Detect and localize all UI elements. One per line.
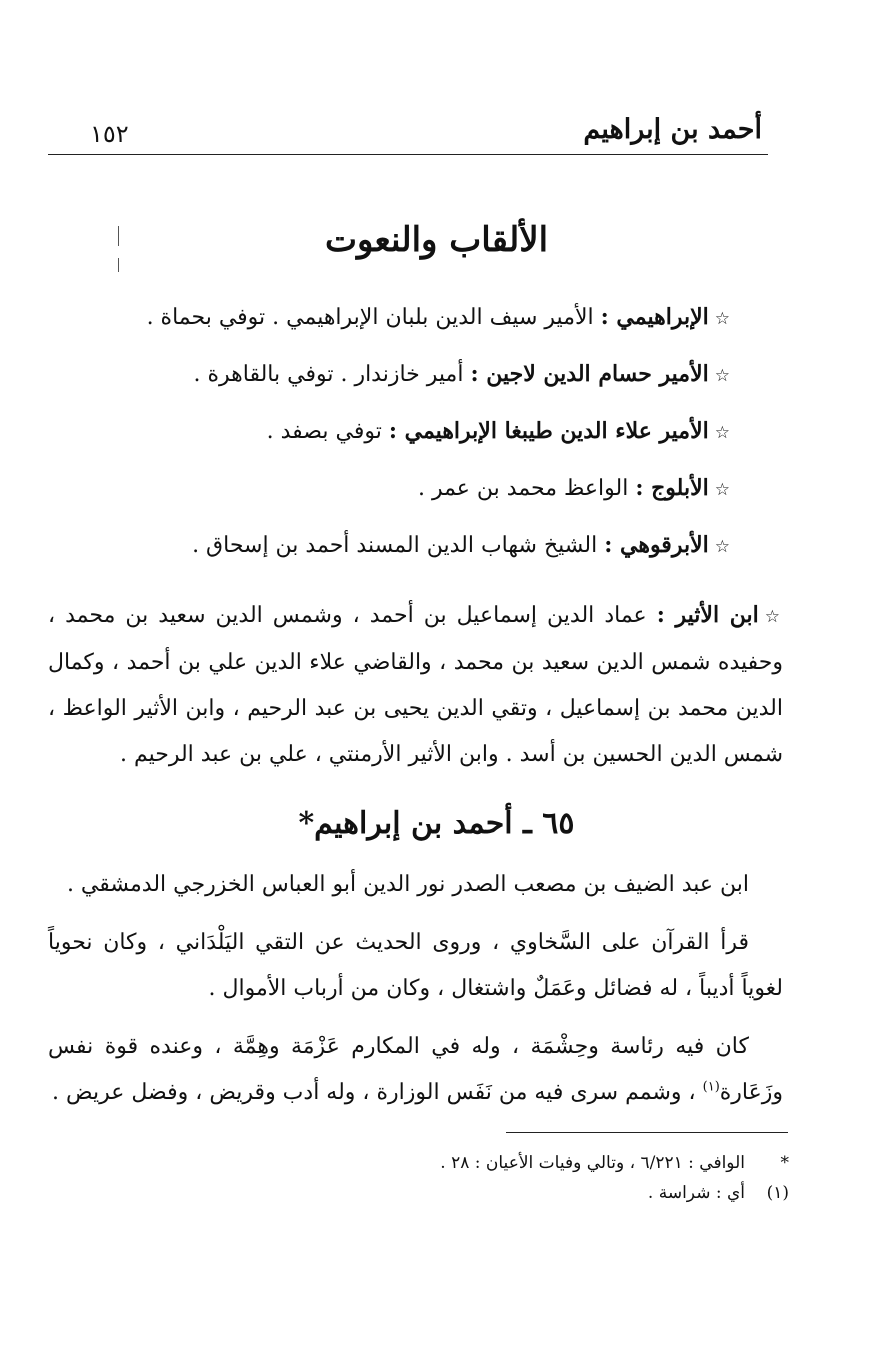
star-icon: ☆ (714, 423, 730, 443)
footnote-mark: * (780, 1153, 789, 1173)
running-header (48, 112, 768, 155)
footnote-divider (506, 1132, 788, 1133)
footnotes (89, 1148, 789, 1208)
footnote (89, 1178, 789, 1208)
biography-paragraph (48, 862, 783, 908)
entry-name: ابن الأثير : (656, 602, 759, 628)
footnote-mark: (١) (766, 1183, 789, 1203)
entry-text: توفي بصفد . (266, 419, 389, 444)
paragraph-text: قرأ القرآن على السَّخاوي ، وروى الحديث عن التقي اليَلْدَاني ، وكان نحوياً لغوياً أديباً ، له فضائل وعَمَلٌ واشتغال ، وكان من أرباب الأموال . (48, 930, 783, 1001)
star-icon: ☆ (714, 480, 730, 500)
page-number: ١٥٢ (90, 120, 129, 148)
footnote-text: الوافي : ٦/٢٢١ ، وتالي وفيات الأعيان : ٢٨ . (440, 1153, 745, 1173)
entry-text: الأمير سيف الدين بلبان الإبراهيمي . توفي بحماة . (146, 305, 601, 330)
list-item (70, 404, 730, 461)
list-item (70, 518, 730, 575)
biography-paragraph (48, 1024, 783, 1116)
section-heading: الألقاب والنعوت (324, 220, 549, 260)
running-title: أحمد بن إبراهيم (583, 114, 762, 145)
star-icon: ☆ (714, 309, 730, 329)
footnote-reference: (١) (702, 1079, 720, 1095)
list-item (70, 347, 730, 404)
entry-name: الأمير حسام الدين لاجين : (470, 361, 709, 387)
list-item (70, 290, 730, 347)
entry-name: الأبلوج : (635, 475, 709, 501)
entry-text: الواعظ محمد بن عمر . (417, 476, 636, 501)
entry-text: أمير خازندار . توفي بالقاهرة . (193, 362, 471, 387)
biography-heading: ٦٥ ـ أحمد بن إبراهيم* (298, 806, 575, 841)
entry-name: الأمير علاء الدين طيبغا الإبراهيمي : (388, 418, 709, 444)
footnote (89, 1148, 789, 1178)
entry-text: عماد الدين إسماعيل بن أحمد ، وشمس الدين سعيد بن محمد ، وحفيده شمس الدين سعيد بن محمد ، والقاضي علاء الدين علي بن أحمد ، وكمال الدين محمد بن إسماعيل ، وتقي الدين يحيى بن عبد الرحيم ، وابن الأثير الواعظ ، شمس الدين الحسين بن أسد . وابن الأثير الأرمنتي ، علي بن عبد الرحيم . (48, 603, 783, 767)
star-icon: ☆ (714, 366, 730, 386)
biography-paragraph (48, 920, 783, 1012)
paragraph-text: كان فيه رئاسة وحِشْمَة ، وله في المكارم عَزْمَة وهِمَّة ، وعنده قوة نفس وزَعَارة (48, 1034, 783, 1105)
entry-name: الأبرقوهي : (604, 532, 709, 558)
entry-name: الإبراهيمي : (600, 304, 709, 330)
entry-text: الشيخ شهاب الدين المسند أحمد بن إسحاق . (192, 533, 605, 558)
margin-mark (118, 258, 119, 272)
titles-list (70, 290, 730, 575)
star-icon: ☆ (714, 537, 730, 557)
star-icon: ☆ (764, 607, 784, 627)
list-item-long (48, 592, 783, 778)
paragraph-text: ، وشمم سرى فيه من نَفَس الوزارة ، وله أدب وقريض ، وفضل عريض . (52, 1080, 703, 1105)
footnote-text: أي : شراسة . (647, 1183, 745, 1203)
paragraph-text: ابن عبد الضيف بن مصعب الصدر نور الدين أبو العباس الخزرجي الدمشقي . (66, 872, 749, 897)
list-item (70, 461, 730, 518)
